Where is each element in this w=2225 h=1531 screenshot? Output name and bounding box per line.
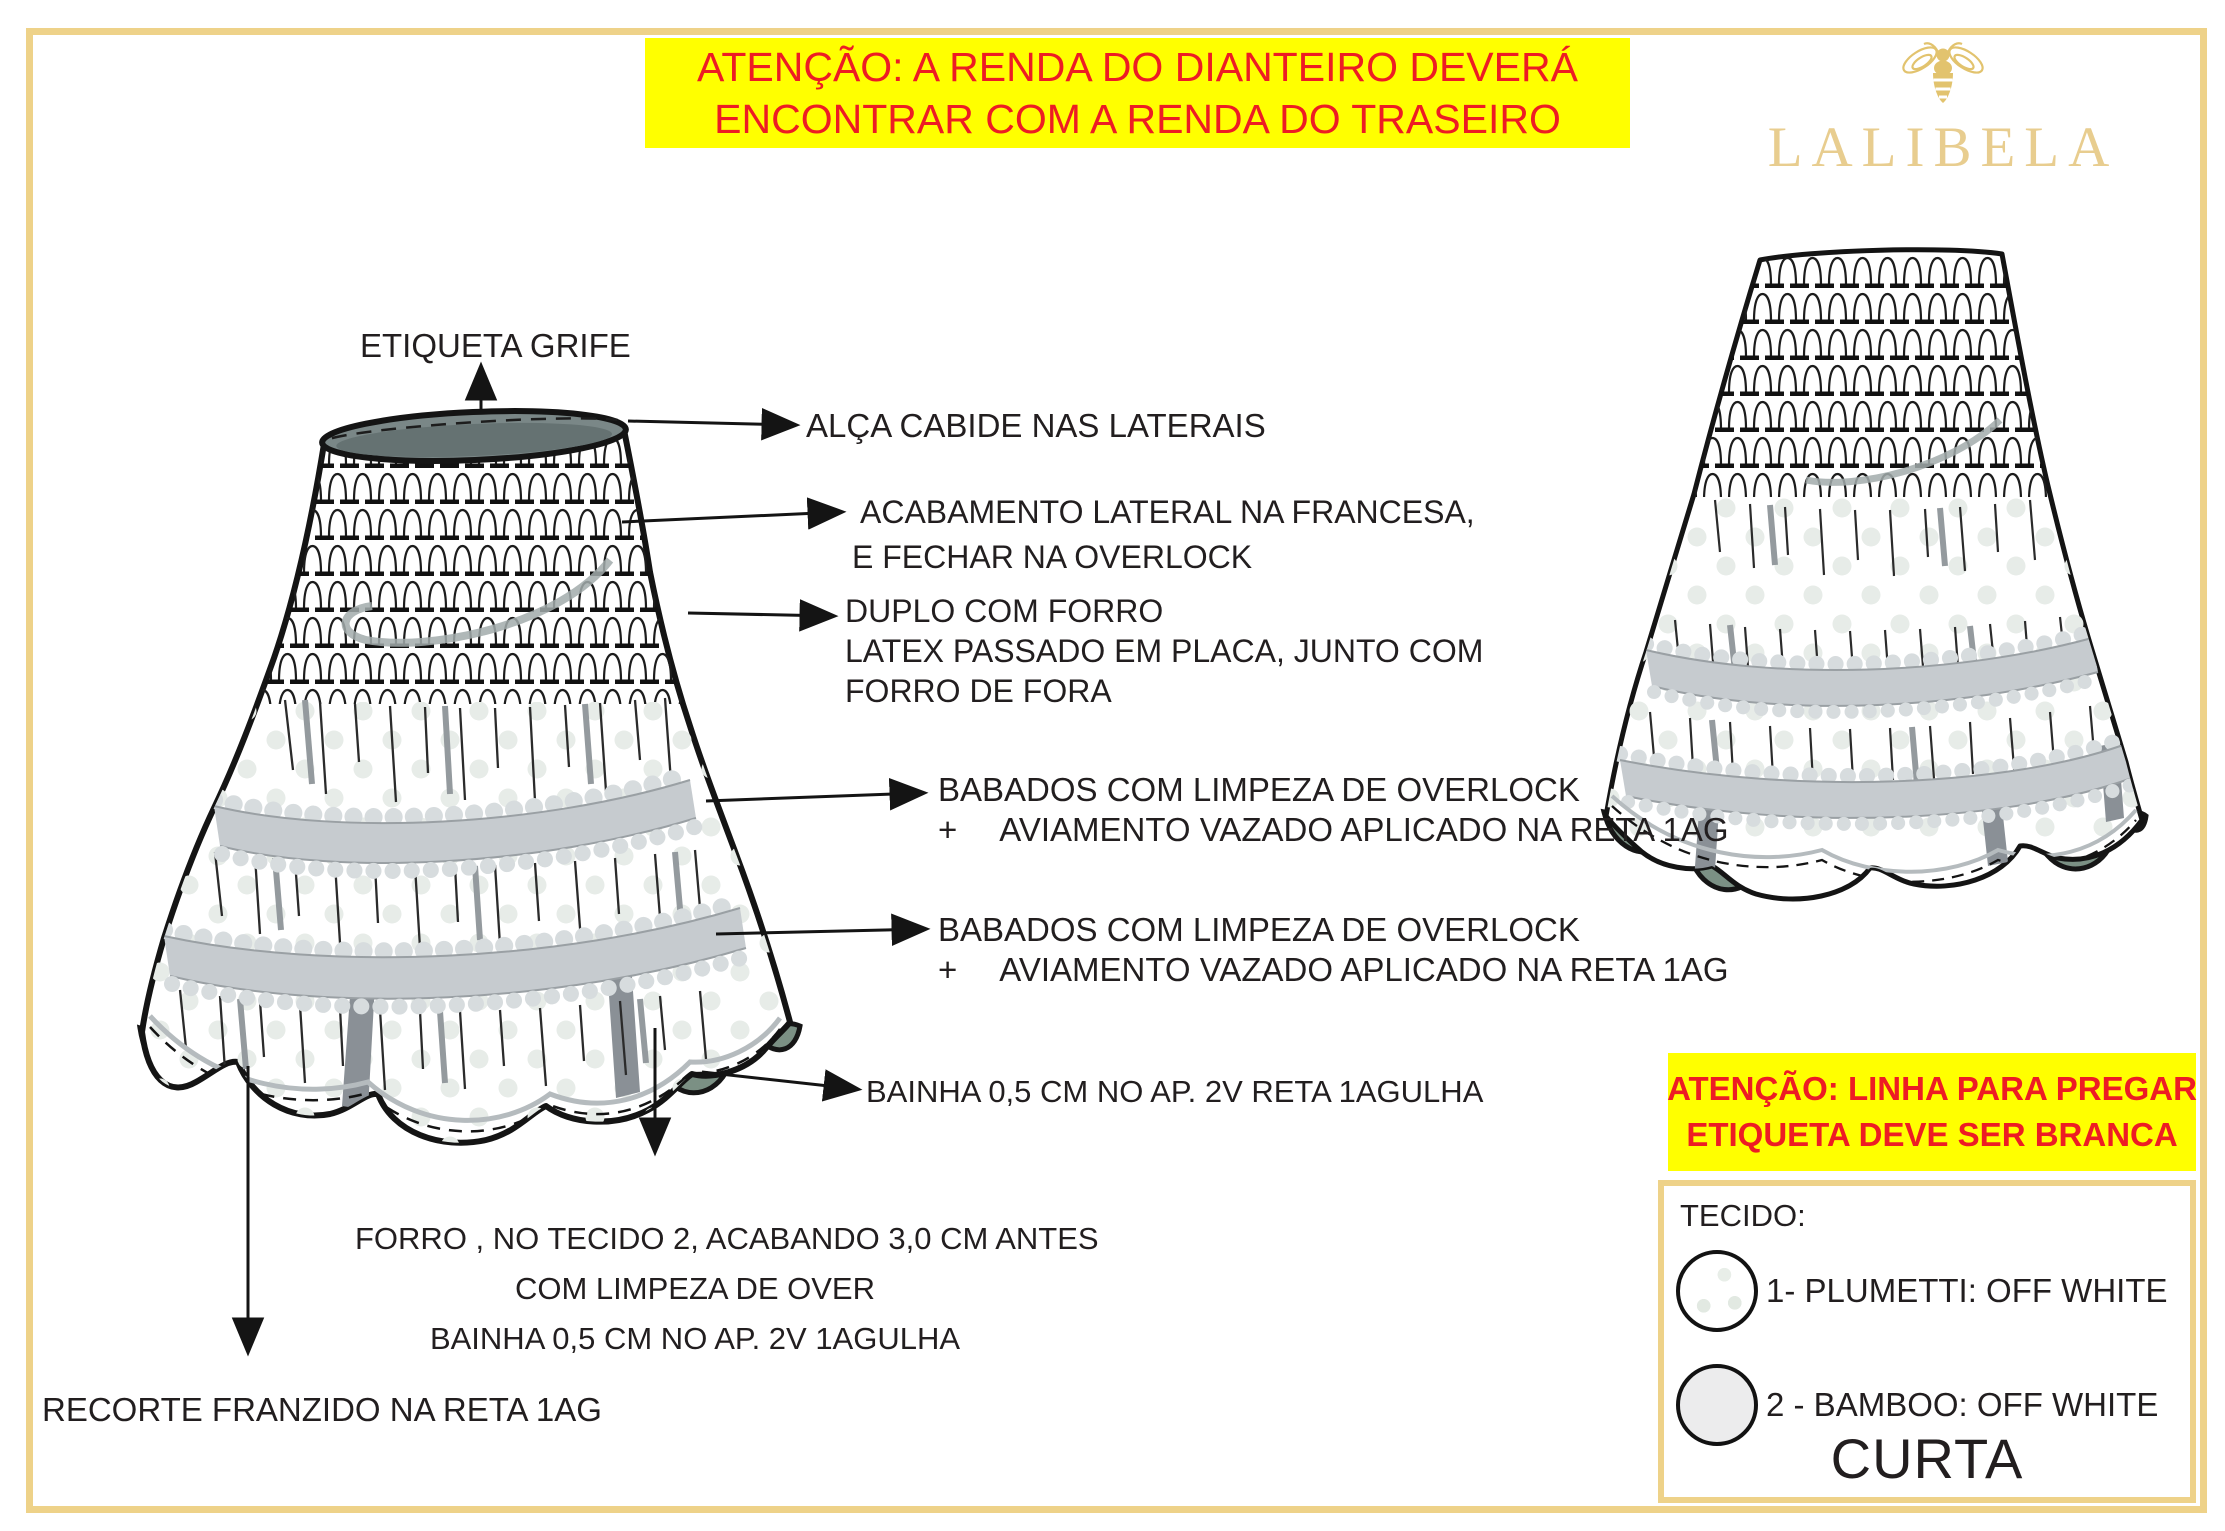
fabric-info-box (1658, 1180, 2196, 1503)
label-warning-thread (1668, 1053, 2196, 1171)
top-warning-line1: ATENÇÃO: A RENDA DO DIANTEIRO DEVERÁ (697, 44, 1578, 90)
brand-name: LALIBELA (1767, 116, 2119, 179)
label-etiqueta-grife: ETIQUETA GRIFE (360, 327, 631, 364)
arrow-babados-1 (706, 793, 922, 801)
label-bainha: BAINHA 0,5 CM NO AP. 2V RETA 1AGULHA (866, 1074, 1484, 1109)
bee-icon (1888, 40, 1998, 106)
label-forro: FORRO , NO TECIDO 2, ACABANDO 3,0 CM ANTES COM LIMPEZA DE OVER BAINHA 0,5 CM NO AP. 2V 1AGULHA (355, 1221, 1099, 1356)
plus-sign: + (938, 811, 958, 848)
fabric-swatch-plumetti (1676, 1250, 1758, 1332)
label-babados-1: BABADOS COM LIMPEZA DE OVERLOCK + AVIAMENTO VAZADO APLICADO NA RETA 1AG (938, 771, 1729, 848)
arrow-duplo-forro (688, 613, 832, 616)
label-alca-cabide: ALÇA CABIDE NAS LATERAIS (806, 407, 1266, 444)
label-duplo-forro: DUPLO COM FORRO LATEX PASSADO EM PLACA, JUNTO COM FORRO DE FORA (845, 593, 1484, 709)
label-babados-2: BABADOS COM LIMPEZA DE OVERLOCK + AVIAMENTO VAZADO APLICADO NA RETA 1AG (938, 911, 1729, 988)
variant-name: CURTA (1830, 1427, 2024, 1490)
label-recorte-franzido: RECORTE FRANZIDO NA RETA 1AG (42, 1391, 602, 1428)
thread-warning-line1: ATENÇÃO: LINHA PARA PREGAR (1667, 1070, 2197, 1107)
plus-sign: + (938, 951, 958, 988)
label-acabamento-lateral: ACABAMENTO LATERAL NA FRANCESA, E FECHAR NA OVERLOCK (852, 494, 1475, 575)
arrow-bainha (702, 1072, 856, 1089)
thread-warning-line2: ETIQUETA DEVE SER BRANCA (1686, 1116, 2178, 1153)
top-warning-line2: ENCONTRAR COM A RENDA DO TRASEIRO (714, 96, 1561, 142)
top-warning-banner (645, 38, 1630, 148)
fabric-item-bamboo: 2 - BAMBOO: OFF WHITE (1676, 1364, 2158, 1446)
brand-logo (1723, 40, 2163, 180)
arrow-alca-cabide (628, 421, 794, 425)
arrow-acabamento-lateral (622, 512, 840, 522)
fabric-item-plumetti: 1- PLUMETTI: OFF WHITE (1676, 1250, 2168, 1332)
fabric-title: TECIDO: (1680, 1198, 1806, 1233)
